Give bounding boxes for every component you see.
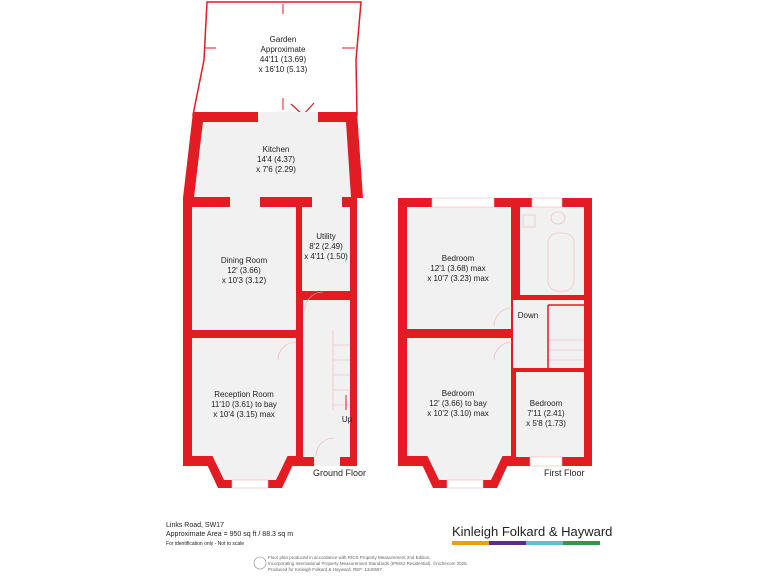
bay-window: [447, 480, 483, 488]
reception-room-label: [211, 390, 277, 420]
brand-bar-cyan: [526, 541, 563, 545]
room-name: Bedroom: [441, 389, 475, 398]
room-dimension: 12'1 (3.68) max: [430, 264, 486, 273]
room-dimension: 7'11 (2.41): [527, 409, 565, 418]
reception-bay-floor: [212, 455, 288, 480]
brand-bar-green: [563, 541, 600, 545]
room-dimension: x 10'2 (3.10) max: [427, 409, 489, 418]
bathroom-floor: [520, 207, 584, 295]
bedroom-2-label: [427, 389, 489, 419]
brand-bar-purple: [489, 541, 526, 545]
room-name: Garden: [269, 35, 297, 44]
room-name: Utility: [316, 232, 336, 241]
kitchen-dining-opening: [230, 196, 260, 208]
legal-line: Floor plan produced in accordance with RICS Property Measurement 2nd Edition,: [268, 555, 431, 560]
garden-label: [259, 35, 308, 75]
kitchen-label: [256, 145, 296, 175]
address: Links Road, SW17: [166, 522, 224, 529]
room-dimension: x 7'6 (2.29): [256, 165, 296, 174]
stairs-down-label: Down: [517, 311, 539, 320]
bedroom-bay-floor: [427, 455, 503, 480]
bathroom-window: [532, 198, 562, 207]
room-name: Bedroom: [529, 399, 563, 408]
ground-floor-label: Ground Floor: [313, 468, 367, 478]
stairs-up-label: Up: [341, 415, 353, 424]
brand-logo-text: Kinleigh Folkard & Hayward: [452, 524, 613, 539]
room-dimension: 44'11 (13.69): [259, 55, 307, 64]
room-dimension: x 16'10 (5.13): [258, 65, 308, 74]
room-dimension: 14'4 (4.37): [257, 155, 295, 164]
first-floor-label: First Floor: [544, 468, 585, 478]
legal-line: Produced for Kinleigh Folkard & Hayward. REF: 1340597: [268, 567, 383, 572]
rear-window: [432, 198, 494, 207]
legal-line: Incorporating International Property Measurement Standards (IPMS2 Residential). ©nichecom 2025.: [268, 561, 468, 566]
bedroom-1-label: [427, 254, 489, 284]
room-name: Kitchen: [262, 145, 290, 154]
front-door: [314, 456, 340, 466]
approximate-area: Approximate Area = 950 sq ft / 88.3 sq m: [166, 531, 294, 538]
garden-opening: [258, 112, 318, 123]
utility-label: [304, 232, 348, 262]
room-dimension: 12' (3.66) to bay: [429, 399, 487, 408]
identification-note: For identification only - Not to scale: [166, 541, 245, 547]
room-subtitle: Approximate: [260, 45, 306, 54]
room-dimension: x 10'7 (3.23) max: [427, 274, 489, 283]
room-dimension: x 5'8 (1.73): [526, 419, 566, 428]
bay-window: [232, 480, 268, 488]
dining-room-label: [221, 256, 267, 286]
room-name: Bedroom: [441, 254, 475, 263]
front-window: [530, 457, 562, 466]
room-dimension: 8'2 (2.49): [309, 242, 343, 251]
brand-bar-orange: [452, 541, 489, 545]
room-dimension: 12' (3.66): [227, 266, 261, 275]
room-dimension: 11'10 (3.61) to bay: [211, 400, 277, 409]
legal-text: [268, 555, 468, 573]
room-dimension: x 10'4 (3.15) max: [213, 410, 275, 419]
room-name: Reception Room: [214, 390, 274, 399]
room-name: Dining Room: [220, 256, 268, 265]
bedroom-3-label: [526, 399, 566, 429]
kitchen-utility-opening: [312, 196, 342, 208]
hall-floor: [303, 300, 353, 457]
room-dimension: x 10'3 (3.12): [221, 276, 267, 285]
room-dimension: x 4'11 (1.50): [304, 252, 348, 261]
